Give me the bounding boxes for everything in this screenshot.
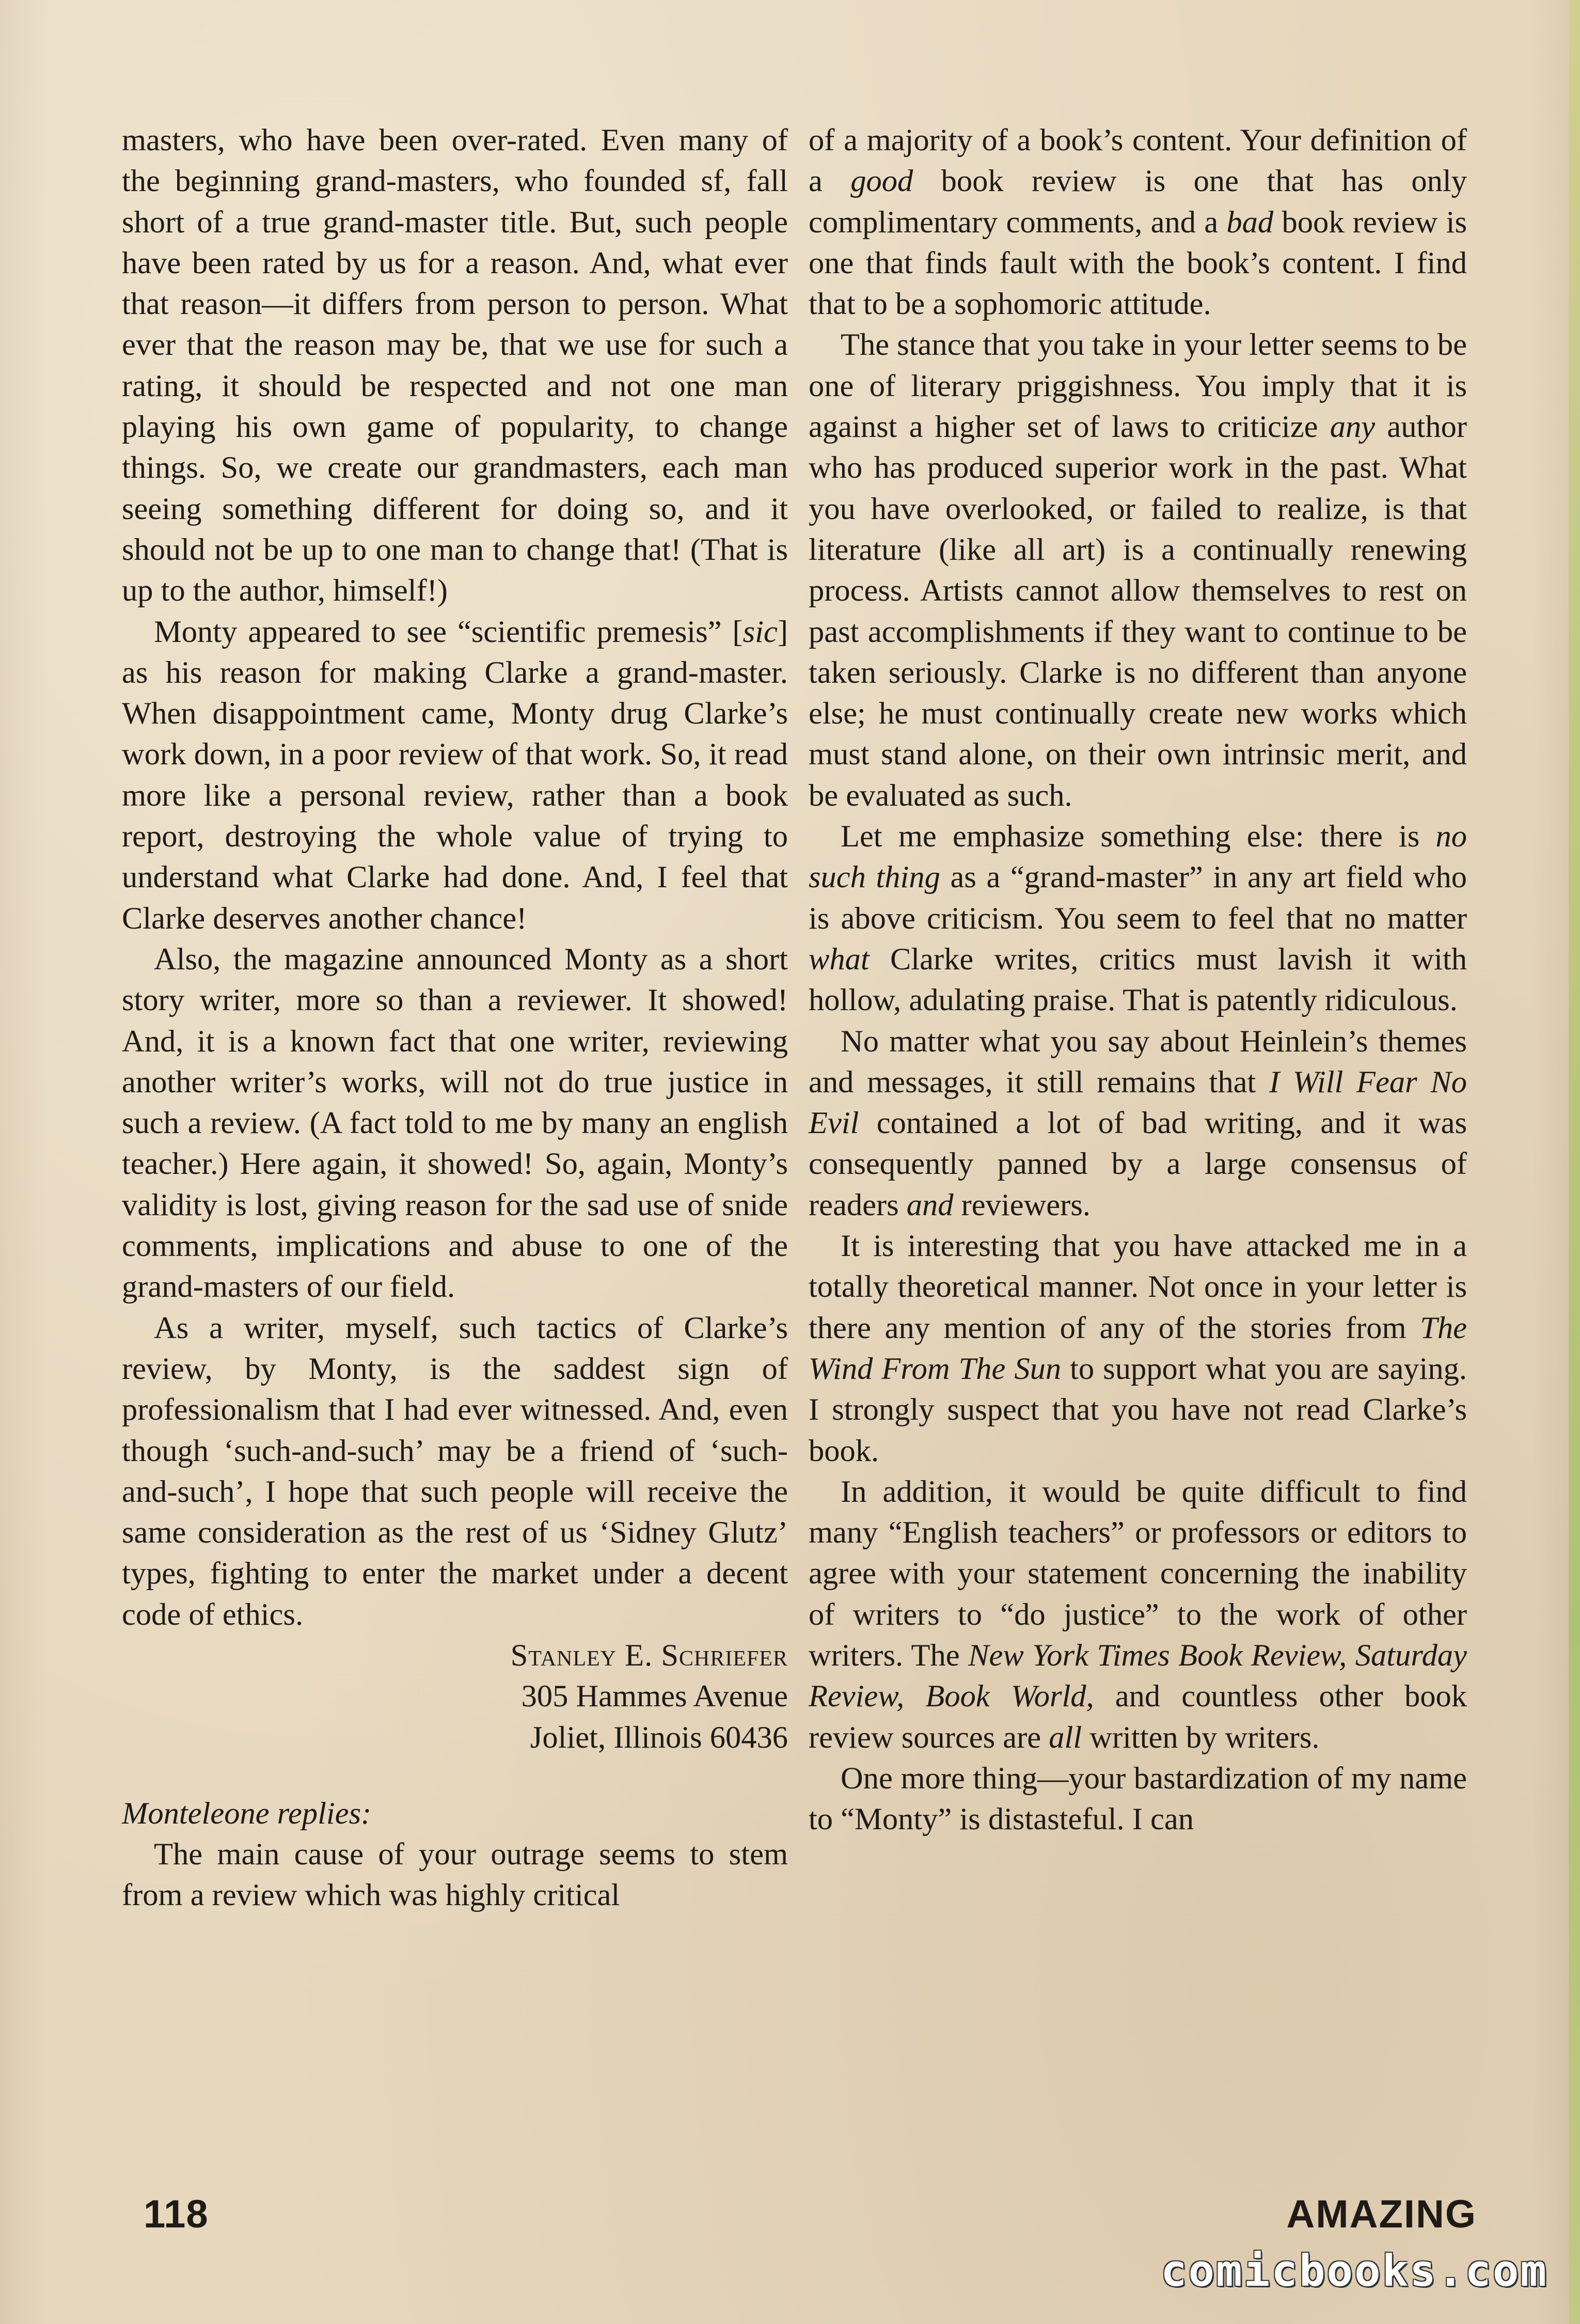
reply-paragraph: The stance that you take in your letter seems to be one of literary priggishness. You imply that it is against a higher set of laws to criticize any author who has produced superior work in the past. What you have overlooked, or failed to realize, is that literature (like all art) is a continually renewing process. Artists cannot allow themselves to rest on past accomplishments if they want to continue to be taken seriously. Clarke is no different than anyone else; he must continually create new works which must stand alone, on their own intrinsic merit, and be evaluated as such. xyxy=(809,327,1467,813)
reply-paragraph: In addition, it would be quite difficult to find many “English teachers” or professors or editors to agree with your statement concerning the inability of writers to “do justice” to the work of other writers. The New York Times Book Review, Saturday Review, Book World, and countless other book review sources are all written by writers. xyxy=(809,1474,1467,1755)
left-column xyxy=(122,120,788,1916)
reply-paragraph: The main cause of your outrage seems to stem from a review which was highly critical xyxy=(122,1837,788,1913)
watermark: comicbooks.com xyxy=(1160,2246,1548,2296)
letter-paragraph: Monty appeared to see “scientific premesis” [sic] as his reason for making Clarke a grand-master. When disappointment came, Monty drug Clarke’s work down, in a poor review of that work. So, it read more like a personal review, rather than a book report, destroying the whole value of trying to understand what Clarke had done. And, I feel that Clarke deserves another chance! xyxy=(122,614,788,936)
letter-paragraph: masters, who have been over-rated. Even many of the beginning grand-masters, who founded sf, fall short of a true grand-master title. But, such people have been rated by us for a reason. And, what ever that reason—it differs from person to person. What ever that the reason may be, that we use for such a rating, it should be respected and not one man playing his own game of popularity, to change things. So, we create our grandmasters, each man seeing something different for doing so, and it should not be up to one man to change that! (That is up to the author, himself!) xyxy=(122,123,788,608)
signature-street: 305 Hammes Avenue xyxy=(521,1679,788,1714)
reply-paragraph: of a majority of a book’s content. Your definition of a good book review is one that has only complimentary comments, and a bad book review is one that finds fault with the book’s content. I find that to be a sophomoric attitude. xyxy=(809,123,1467,322)
reply-paragraph: It is interesting that you have attacked me in a totally theoretical manner. Not once in your letter is there any mention of any of the stories from The Wind From The Sun to support what you are saying. I strongly suspect that you have not read Clarke’s book. xyxy=(809,1229,1467,1468)
reply-heading: Monteleone replies: xyxy=(122,1796,372,1831)
page-edge xyxy=(1569,0,1580,2324)
signature-name: Stanley E. Schriefer xyxy=(510,1638,788,1673)
right-column xyxy=(809,120,1467,1840)
reply-paragraph: No matter what you say about Heinlein’s themes and messages, it still remains that I Will Fear No Evil contained a lot of bad writing, and it was consequently panned by a large consensus of readers and reviewers. xyxy=(809,1024,1467,1222)
signature-city: Joliet, Illinois 60436 xyxy=(530,1720,788,1755)
letter-signature xyxy=(122,1635,788,1758)
letter-paragraph: As a writer, myself, such tactics of Clarke’s review, by Monty, is the saddest sign of professionalism that I had ever witnessed. And, even though ‘such-and-such’ may be a friend of ‘such-and-such’, I hope that such people will receive the same consideration as the rest of us ‘Sidney Glutz’ types, fighting to enter the market under a decent code of ethics. xyxy=(122,1310,788,1632)
letter-paragraph: Also, the magazine announced Monty as a short story writer, more so than a reviewer. It showed! And, it is a known fact that one writer, reviewing another writer’s works, will not do true justice in such a review. (A fact told to me by many an english teacher.) Here again, it showed! So, again, Monty’s validity is lost, giving reason for the sad use of snide comments, implications and abuse to one of the grand-masters of our field. xyxy=(122,941,788,1305)
reply-paragraph: One more thing—your bastardization of my name to “Monty” is distasteful. I can xyxy=(809,1761,1467,1837)
page-number: 118 xyxy=(144,2192,209,2236)
magazine-title: AMAZING xyxy=(1286,2192,1477,2236)
reply-paragraph: Let me emphasize something else: there is no such thing as a “grand-master” in any art field who is above criticism. You seem to feel that no matter what Clarke writes, critics must lavish it with hollow, adulating praise. That is patently ridiculous. xyxy=(809,819,1467,1018)
